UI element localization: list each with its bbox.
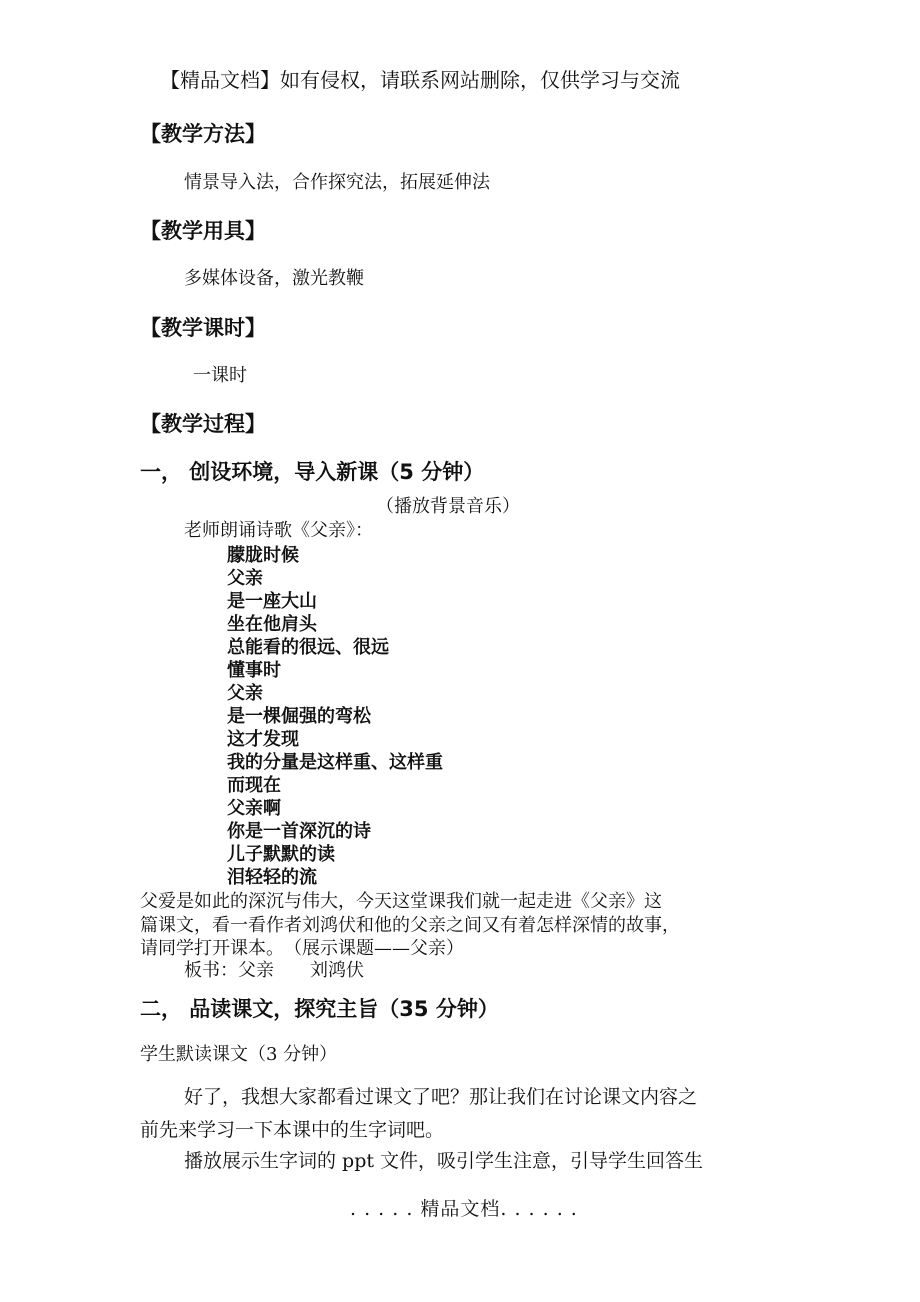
- poem-intro: 老师朗诵诗歌《父亲》：: [184, 520, 373, 541]
- silent-reading-note: 学生默读课文（3 分钟）: [140, 1044, 338, 1065]
- heading-teaching-method: 【教学方法】: [140, 122, 266, 146]
- blackboard-note: 板书：父亲 刘鸿伏: [184, 960, 364, 981]
- poem-line: 儿子默默的读: [227, 844, 335, 865]
- teaching-tools-text: 多媒体设备，激光教鞭: [184, 268, 364, 289]
- paragraph2-line2: 前先来学习一下本课中的生字词吧。: [140, 1119, 445, 1141]
- paragraph-line: 篇课文，看一看作者刘鸿伏和他的父亲之间又有着怎样深情的故事，: [140, 914, 680, 936]
- poem-line: 这才发现: [227, 729, 299, 750]
- poem-line: 是一棵倔强的弯松: [227, 706, 371, 727]
- poem-line: 你是一首深沉的诗: [227, 821, 371, 842]
- poem-line: 泪轻轻的流: [227, 867, 317, 888]
- page-footer: . . . . . 精品文档. . . . . .: [350, 1198, 578, 1220]
- class-hours-text: 一课时: [193, 365, 247, 386]
- teaching-method-text: 情景导入法，合作探究法，拓展延伸法: [184, 172, 490, 193]
- poem-line: 父亲啊: [227, 798, 281, 819]
- intro-paragraph: [140, 890, 790, 961]
- page-header: 【精品文档】如有侵权，请联系网站删除，仅供学习与交流: [160, 68, 680, 92]
- part1-title: 一， 创设环境，导入新课（5 分钟）: [140, 460, 485, 484]
- poem-line: 总能看的很远、很远: [227, 637, 389, 658]
- heading-teaching-process: 【教学过程】: [140, 412, 266, 436]
- paragraph2-line1: 好了，我想大家都看过课文了吧？那让我们在讨论课文内容之: [184, 1086, 698, 1108]
- poem-line: 坐在他肩头: [227, 614, 317, 635]
- poem-line: 而现在: [227, 775, 281, 796]
- poem-line: 懂事时: [227, 660, 281, 681]
- background-music-note: （播放背景音乐）: [376, 496, 520, 517]
- paragraph-line: 请同学打开课本。 （展示课题——父亲）: [140, 938, 464, 959]
- heading-teaching-tools: 【教学用具】: [140, 219, 266, 243]
- poem-line: 是一座大山: [227, 591, 317, 612]
- poem-line: 我的分量是这样重、这样重: [227, 752, 443, 773]
- heading-class-hours: 【教学课时】: [140, 316, 266, 340]
- poem-line: 朦胧时候: [227, 545, 299, 566]
- poem-block: [227, 544, 443, 889]
- poem-line: 父亲: [227, 683, 263, 704]
- paragraph3-line1: 播放展示生字词的 ppt 文件，吸引学生注意，引导学生回答生: [184, 1150, 704, 1172]
- poem-line: 父亲: [227, 568, 263, 589]
- part2-title: 二， 品读课文，探究主旨（35 分钟）: [140, 997, 499, 1021]
- paragraph-line: 父爱是如此的深沉与伟大，今天这堂课我们就一起走进《父亲》这: [140, 891, 662, 912]
